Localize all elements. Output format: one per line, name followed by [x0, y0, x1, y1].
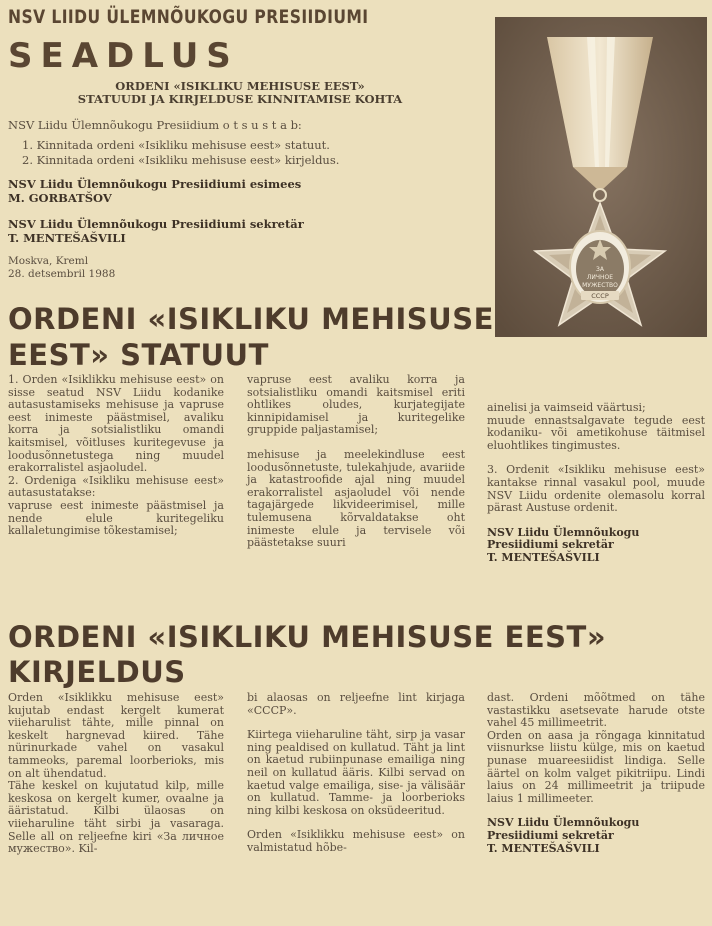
description-paragraph: Orden on aasa ja rõngaga kinnitatud viisnurkse liistu külge, mis on kaetud punase muareesiidist lindiga. Selle äärtel on kolm valget pikitriipu. Lindi laius on 24 millimeetrit ja triipude laius 1 millimeeter. — [487, 728, 705, 805]
description-paragraph: Orden «Isiklikku mehisuse eest» on valmistatud hõbe- — [247, 828, 465, 854]
description-column-1 — [8, 692, 224, 856]
description-paragraph: bi alaosas on reljeefne lint kirjaga «CCCP». — [247, 691, 465, 717]
statute-paragraph: 1. Orden «Isiklikku mehisuse eest» on sisse seatud NSV Liidu kodanike autasustamiseks mehisuse ja vapruse eest inimeste päästmisel, avaliku korra ja sotsialistliku omandi kaitsmisel, võitluses kuritegevuse ja loodusõnnetustega ning muudel erakorralistel asjaoludel. — [8, 373, 224, 475]
medal-band-text: СССР — [591, 292, 609, 300]
description-heading-line-1: ORDENI «ISIKLIKU MEHISUSE EEST» — [8, 620, 607, 654]
chair-name: M. GORBATŠOV — [8, 191, 112, 205]
statute-paragraph: vapruse eest inimeste päästmisel ja nende elule kuritegeliku kallaletungimise tõkestamisel; — [8, 498, 224, 538]
statute-paragraph: ainelisi ja vaimseid väärtusi; — [487, 401, 646, 414]
statute-heading-line-2: EEST» STATUUT — [8, 338, 269, 372]
description-paragraph: Kiirtega viieharuline täht, sirp ja vasar ning pealdised on kullatud. Täht ja lint on kaetud rubiinpunase emailiga ning neil on kullatud ääris. Kilbi servad on kaetud valge emailiga, sise- ja välisäär on kullatud. Tamme- ja loorberioks ning kilbi keskosa on oksüdeeritud. — [247, 728, 465, 817]
decree-intro: NSV Liidu Ülemnõukogu Presiidium o t s u s t a b: — [8, 118, 302, 132]
description-paragraph: Orden «Isiklikku mehisuse eest» kujutab endast kergelt kumerat viieharulist tähte, mille pinnal on keskelt hargnevad kiired. Tähe nürinurkade vahel on vasakul tammeoks, paremal loorberioks, mis on alt ühendatud. — [8, 691, 224, 780]
order-photo — [495, 17, 707, 337]
description-paragraph: Tähe keskel on kujutatud kilp, mille keskosa on kergelt kumer, ovaalne ja ääristatud. Kilbi ülaosas on viieharuline täht sirbi ja vasaraga. Selle all on reljeefne kiri «За личное мужество». Kil- — [8, 779, 224, 856]
decree-kicker: NSV LIIDU ÜLEMNÕUKOGU PRESIIDIUMI — [8, 6, 369, 28]
statute-heading-line-1: ORDENI «ISIKLIKU MEHISUSE — [8, 302, 494, 336]
description-signature-name: T. MENTEŠAŠVILI — [487, 841, 600, 855]
secretary-name: T. MENTEŠAŠVILI — [8, 231, 126, 245]
description-column-3 — [487, 692, 705, 855]
decree-title: SEADLUS — [8, 36, 239, 76]
medal-text-3: МУЖЕСТВО — [582, 282, 618, 289]
decree-item-2: 2. Kinnitada ordeni «Isikliku mehisuse eest» kirjeldus. — [22, 153, 340, 167]
statute-paragraph: muude ennastsalgavate tegude eest kodaniku- või ametikohuse täitmisel eluohtlikes tingimustes. — [487, 413, 705, 452]
decree-date: 28. detsembril 1988 — [8, 268, 116, 280]
medal-text-2: ЛИЧНОЕ — [586, 274, 614, 281]
statute-paragraph: vapruse eest avaliku korra ja sotsialistliku omandi kaitsmisel eriti ohtlikes oludes, kurjategijate kinnipidamisel ja kuritegelike gruppide paljastamisel; — [247, 373, 465, 437]
description-signature-line: Presiidiumi sekretär — [487, 828, 614, 842]
chair-title: NSV Liidu Ülemnõukogu Presiidiumi esimees — [8, 177, 302, 191]
description-paragraph: dast. Ordeni mõõtmed on tähe vastastikku asetsevate harude otste vahel 45 millimeetrit. — [487, 691, 705, 730]
statute-column-2 — [247, 374, 465, 550]
statute-column-3 — [487, 402, 705, 565]
medal-illustration — [495, 17, 707, 337]
description-signature-line: NSV Liidu Ülemnõukogu — [487, 816, 640, 830]
description-heading-line-2: KIRJELDUS — [8, 655, 186, 689]
statute-paragraph: 3. Ordenit «Isikliku mehisuse eest» kantakse rinnal vasakul pool, muude NSV Liidu ordenite olemasolu korral pärast Austuse ordenit. — [487, 463, 705, 515]
statute-signature-line: Presiidiumi sekretär — [487, 538, 614, 552]
secretary-title: NSV Liidu Ülemnõukogu Presiidiumi sekretär — [8, 217, 304, 231]
decree-subtitle-1: ORDENI «ISIKLIKU MEHISUSE EEST» — [115, 79, 365, 93]
statute-paragraph: 2. Ordeniga «Isikliku mehisuse eest» autasustatakse: — [8, 473, 224, 500]
statute-signature-name: T. MENTEŠAŠVILI — [487, 550, 600, 564]
description-column-2 — [247, 692, 465, 855]
statute-column-1 — [8, 374, 224, 538]
decree-subtitle-2: STATUUDI JA KIRJELDUSE KINNITAMISE KOHTA — [77, 92, 403, 106]
decree-place: Moskva, Kreml — [8, 255, 89, 267]
statute-signature-line: NSV Liidu Ülemnõukogu — [487, 525, 640, 539]
decree-item-1: 1. Kinnitada ordeni «Isikliku mehisuse eest» statuut. — [22, 138, 330, 152]
medal-text-1: ЗА — [596, 266, 604, 273]
statute-paragraph: mehisuse ja meelekindluse eest loodusõnnetuste, tulekahjude, avariide ja katastroofide ajal ning muudel erakorralistel asjaoludel või nende tagajärgede likvideerimisel, mille tulemusena kõrvaldatakse oht inimeste elule ja tervisele või päästetakse suuri — [247, 447, 465, 550]
